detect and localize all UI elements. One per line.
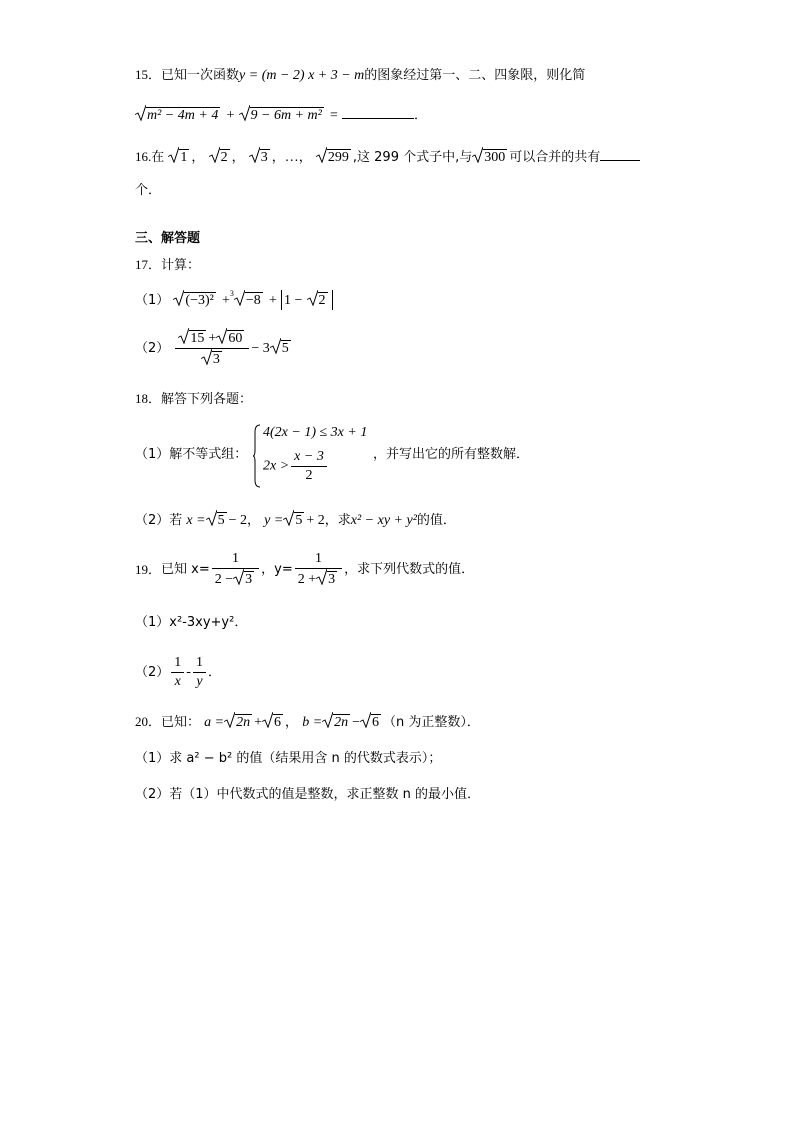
inequality-2: 2x > $\frac{x - 3}{2}$ <box>263 450 329 483</box>
q19-number: 19． <box>135 562 162 577</box>
q16-ellipsis: … <box>284 150 299 165</box>
q16-sqrt-3: 3 <box>249 149 270 165</box>
q16-sqrt-2: 2 <box>209 149 230 165</box>
q17-part2: （2） 15 + 60 3 − 3 5 <box>135 330 293 367</box>
q17-part1: （1） (−3)² +$^3$ −8 + 1 − 2 <box>135 290 333 310</box>
q15-equals: = <box>329 108 338 123</box>
q20-b-sqrt-2: 6 <box>360 714 381 730</box>
q16-text-c: 可以合并的共有 <box>509 150 601 165</box>
q20-b-sqrt-1: 2n <box>322 714 350 730</box>
q17-p1-cbrt: −8 <box>234 292 263 308</box>
q18-part2: （2）若 x = 5 − 2， y = 5 + 2，求x² − xy + y²的值． <box>135 512 456 528</box>
q16-text-b: ,这 299 个式子中,与 <box>352 150 473 165</box>
q18-p2-expression: x² − xy + y² <box>350 513 417 528</box>
q17-header <box>135 258 200 272</box>
q17-p1-abs-sqrt: 2 <box>307 292 328 308</box>
q15-number: 15． <box>135 67 162 82</box>
q19-x-fraction: 1 2 − 3 <box>212 552 259 587</box>
q18-x-sqrt: 5 <box>206 512 227 528</box>
q18-p1-label: （1）解不等式组： <box>135 447 248 462</box>
q17-p2-fraction: 15 + 60 3 <box>175 330 249 367</box>
section-title: 三、解答题 <box>135 231 201 246</box>
q17-cube-index: 3 <box>229 289 234 298</box>
q15-text-b: 的图象经过第一、二、四象限，则化简 <box>364 68 586 83</box>
q15-plus: + <box>226 108 235 123</box>
q16-sqrt-300: 300 <box>472 149 507 165</box>
q17-p1-sqrt: (−3)² <box>173 292 215 308</box>
q19-p2-fraction-2: $\frac{1}{y}$ <box>193 656 206 689</box>
q18-y-sqrt: 5 <box>283 512 304 528</box>
q16-sqrt-1: 1 <box>168 149 189 165</box>
q20-line1: 20．已知： a = 2n + 6 ， b = 2n − 6 （n 为正整数）． <box>135 714 480 730</box>
q17-number: 17． <box>135 257 162 272</box>
q18-p1-tail: ，并写出它的所有整数解． <box>373 447 530 462</box>
system-brace <box>253 424 261 488</box>
q16-line1: 16.在 1 ， 2 ， 3 ，…， 299 ,这 299 个式子中,与 300 可以合并的共有 <box>135 148 640 165</box>
q16-sqrt-299: 299 <box>316 149 351 165</box>
inequality-1: 4(2x − 1) ≤ 3x + 1 <box>263 425 368 440</box>
q19-part1: （1）x²-3xy+y²． <box>135 615 248 630</box>
q18-title: 解答下列各题： <box>161 392 253 407</box>
q15-radical-2: 9 − 6m + m² <box>239 107 324 123</box>
q15-line1 <box>135 68 585 83</box>
q16-answer-blank[interactable] <box>600 148 640 161</box>
q16-text-a: 在 <box>151 150 165 165</box>
q17-title: 计算： <box>161 258 201 273</box>
q15-end: ． <box>414 108 428 123</box>
q16-number: 16. <box>135 149 152 164</box>
q17-p2-tail-sqrt: 5 <box>270 340 291 356</box>
q15-text-a: 已知一次函数 <box>161 68 240 83</box>
q19-part2: （2） $\frac{1}{x}$ - $\frac{1}{y}$ ． <box>135 655 221 689</box>
q20-part2: （2）若（1）中代数式的值是整数，求正整数 n 的最小值． <box>135 787 481 802</box>
q15-radical-1: m² − 4m + 4 <box>135 107 220 123</box>
q20-part1: （1）求 a² − b² 的值（结果用含 n 的代数式表示）； <box>135 751 442 766</box>
q17-p2-label: （2） <box>135 341 170 356</box>
q17-p1-abs: 1 − 2 <box>281 290 333 310</box>
q20-a-sqrt-1: 2n <box>224 714 252 730</box>
q15-function: y = (m − 2) x + 3 − m <box>239 68 365 83</box>
q15-line2 <box>135 106 427 123</box>
q20-a-sqrt-2: 6 <box>262 714 283 730</box>
q18-header <box>135 392 252 406</box>
q20-number: 20． <box>135 714 162 729</box>
q16-line2: 个． <box>135 183 162 198</box>
q18-number: 18． <box>135 391 162 406</box>
q19-line1: 19．已知 x= 1 2 − 3 ，y= 1 2 + 3 ，求下列代数式的值． <box>135 551 475 587</box>
q19-y-fraction: 1 2 + 3 <box>295 552 342 587</box>
q15-answer-blank[interactable] <box>342 106 414 119</box>
q17-p1-label: （1） <box>135 293 170 308</box>
q19-p2-fraction-1: $\frac{1}{x}$ <box>171 656 184 689</box>
